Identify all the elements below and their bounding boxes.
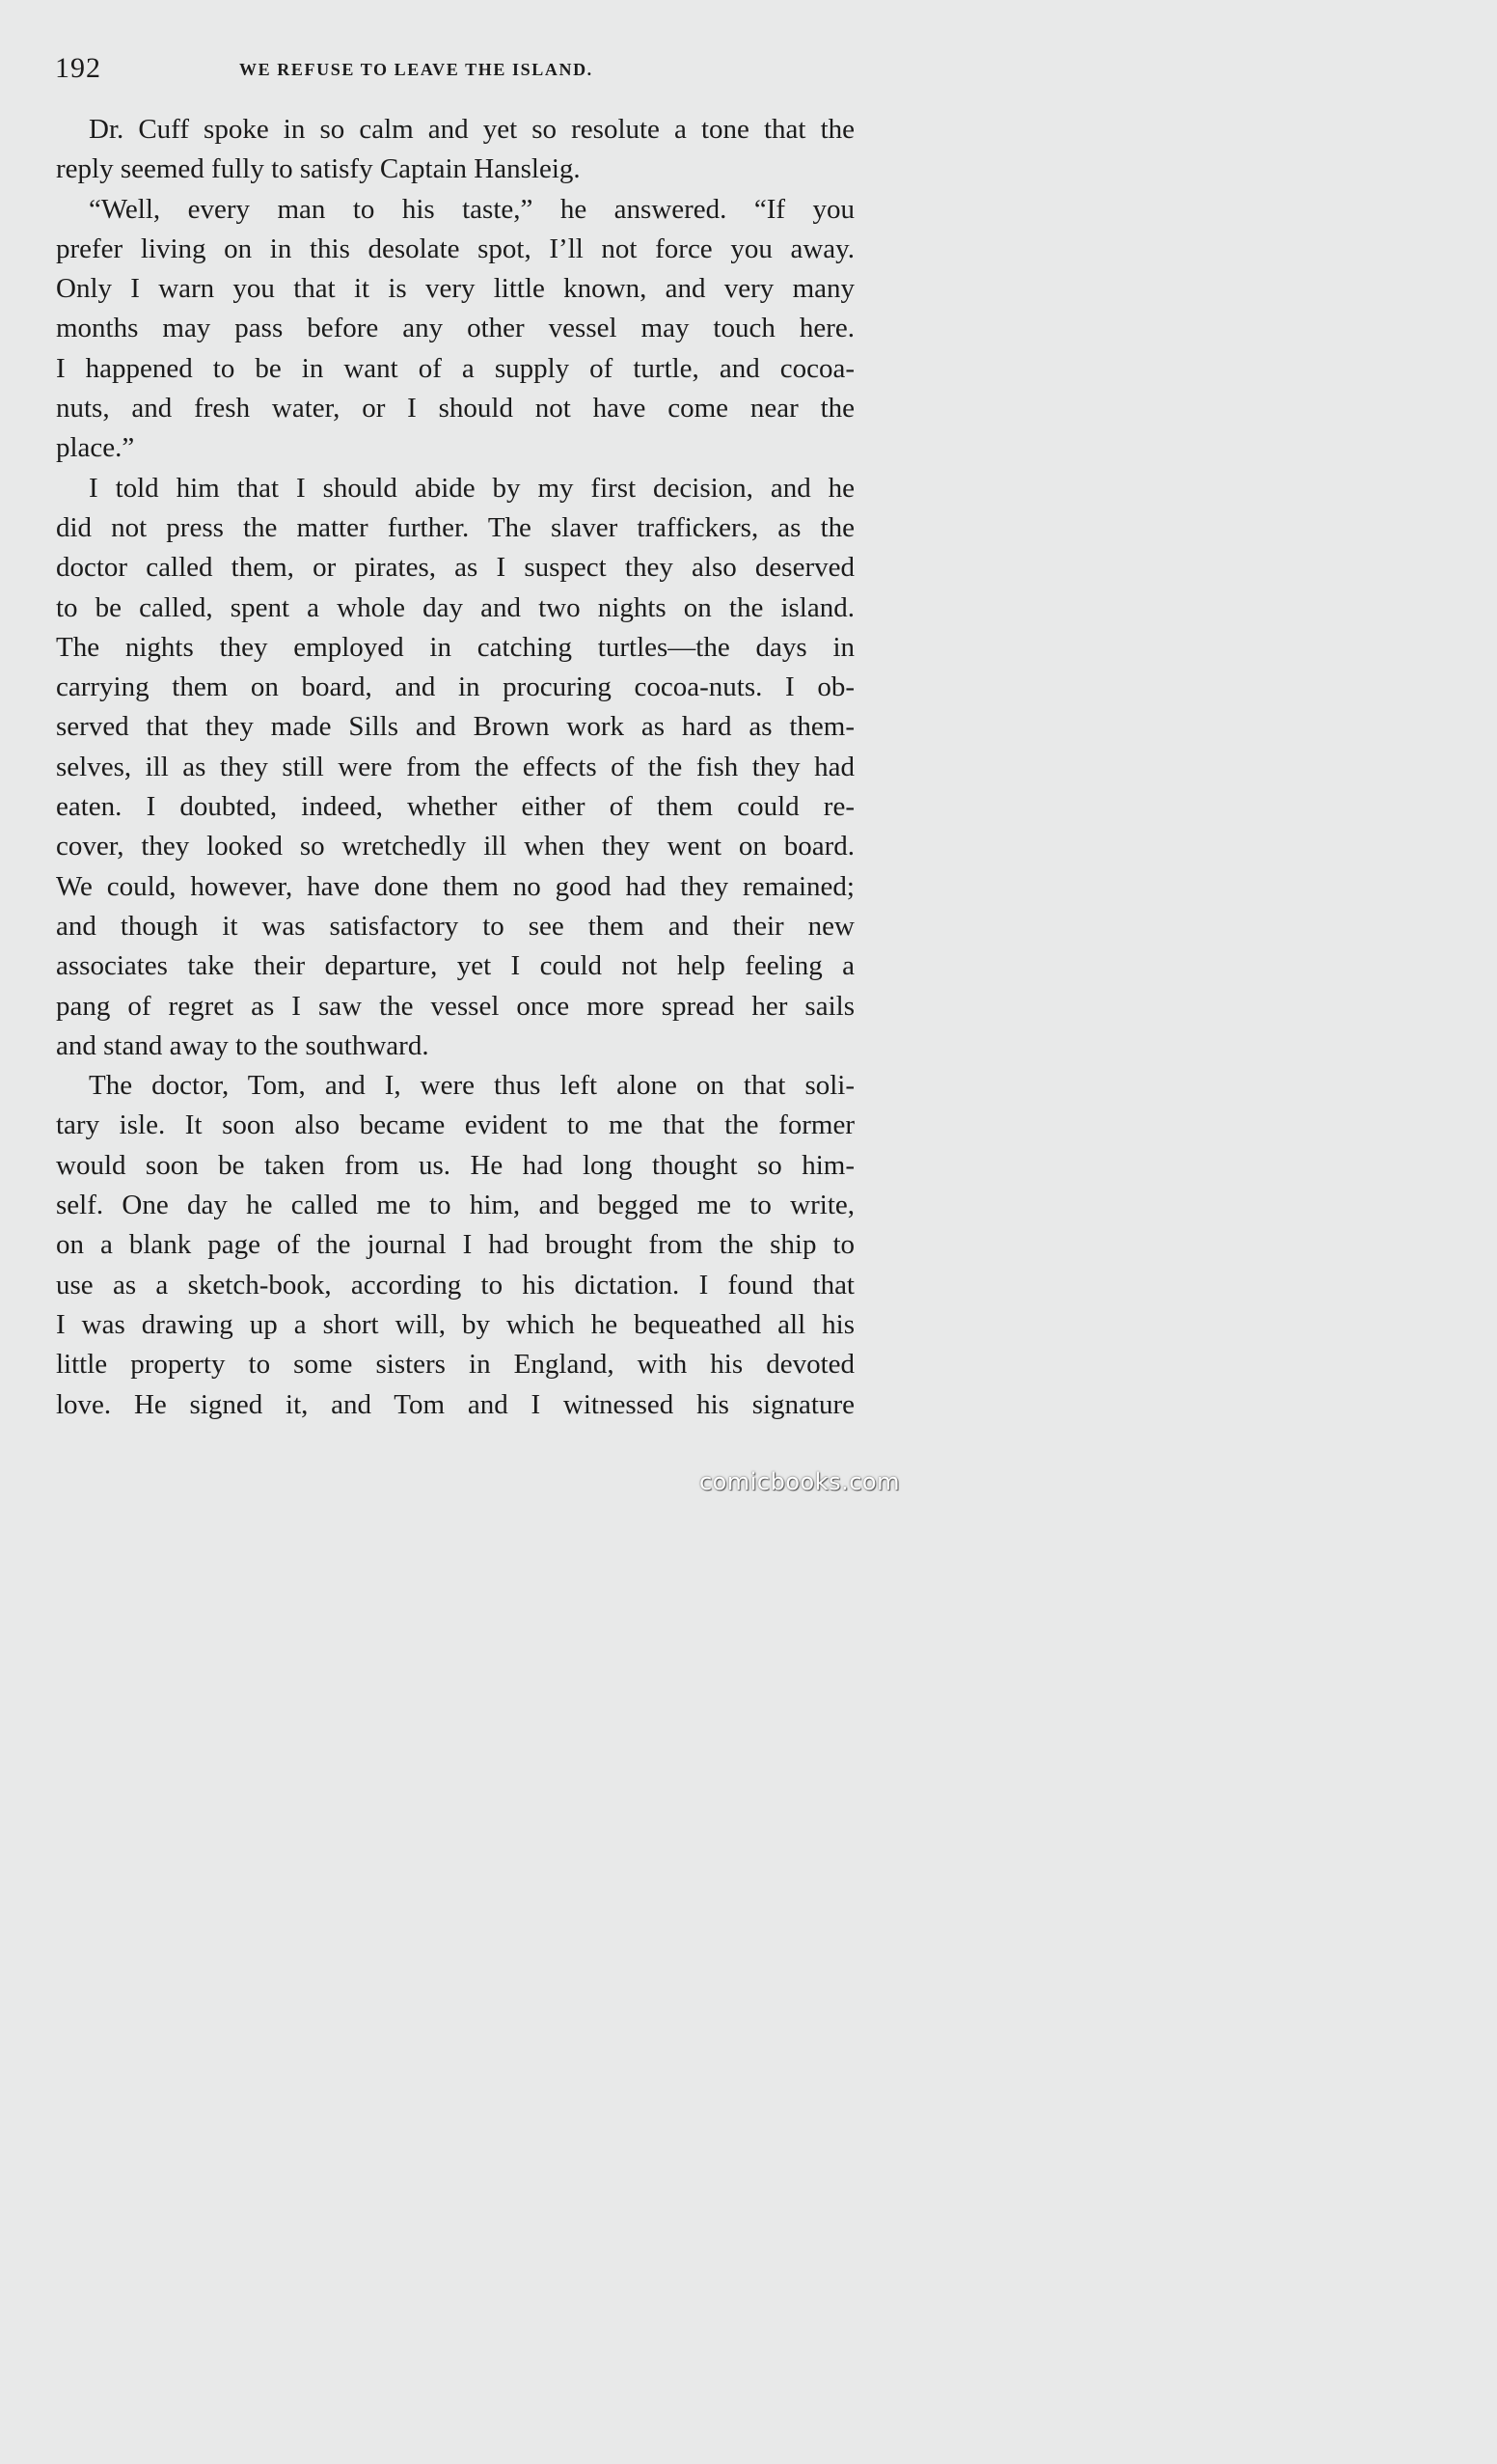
- text-line: nuts, and fresh water, or I should not have come near the: [56, 393, 855, 424]
- text-line: self. One day he called me to him, and begged me to write,: [56, 1190, 855, 1221]
- text-line: months may pass before any other vessel may touch here.: [56, 313, 855, 344]
- text-line: would soon be taken from us. He had long thought so him-: [56, 1149, 855, 1181]
- text-line: The nights they employed in catching turtles—the days in: [56, 631, 855, 663]
- text-line: “Well, every man to his taste,” he answered. “If you: [89, 193, 855, 225]
- text-line: use as a sketch-book, according to his dictation. I found that: [56, 1269, 855, 1300]
- text-line: selves, ill as they still were from the effects of the fish they had: [56, 751, 855, 782]
- text-line: reply seemed fully to satisfy Captain Hansleig.: [56, 153, 581, 185]
- text-line: pang of regret as I saw the vessel once more spread her sails: [56, 990, 855, 1022]
- running-head: WE REFUSE TO LEAVE THE ISLAND.: [239, 60, 593, 79]
- text-line: love. He signed it, and Tom and I witnessed his signature: [56, 1388, 855, 1420]
- text-line: The doctor, Tom, and I, were thus left alone on that soli-: [89, 1070, 855, 1102]
- text-line: I told him that I should abide by my first decision, and he: [89, 472, 855, 504]
- text-line: eaten. I doubted, indeed, whether either of them could re-: [56, 791, 855, 823]
- text-line: tary isle. It soon also became evident to me that the former: [56, 1109, 855, 1141]
- text-line: carrying them on board, and in procuring cocoa-nuts. I ob-: [56, 671, 855, 703]
- text-line: We could, however, have done them no good had they remained;: [56, 870, 855, 902]
- text-line: doctor called them, or pirates, as I suspect they also deserved: [56, 552, 855, 584]
- text-line: little property to some sisters in England, with his devoted: [56, 1349, 855, 1381]
- text-line: I was drawing up a short will, by which he bequeathed all his: [56, 1308, 855, 1340]
- watermark: comicbooks.com: [698, 1468, 900, 1495]
- page-number: 192: [55, 52, 101, 84]
- text-line: to be called, spent a whole day and two nights on the island.: [56, 591, 855, 623]
- text-line: Only I warn you that it is very little known, and very many: [56, 273, 855, 305]
- text-line: did not press the matter further. The slaver traffickers, as the: [56, 511, 855, 543]
- text-line: and though it was satisfactory to see them and their new: [56, 910, 855, 942]
- text-line: I happened to be in want of a supply of turtle, and cocoa-: [56, 352, 855, 384]
- text-line: cover, they looked so wretchedly ill when they went on board.: [56, 831, 855, 862]
- text-line: on a blank page of the journal I had brought from the ship to: [56, 1229, 855, 1261]
- text-line: and stand away to the southward.: [56, 1029, 429, 1061]
- text-line: served that they made Sills and Brown work as hard as them-: [56, 711, 855, 743]
- body-text: [56, 110, 855, 1425]
- text-line: place.”: [56, 432, 135, 464]
- text-line: prefer living on in this desolate spot, I’ll not force you away.: [56, 233, 855, 264]
- text-line: Dr. Cuff spoke in so calm and yet so resolute a tone that the: [89, 114, 855, 145]
- text-line: associates take their departure, yet I could not help feeling a: [56, 950, 855, 982]
